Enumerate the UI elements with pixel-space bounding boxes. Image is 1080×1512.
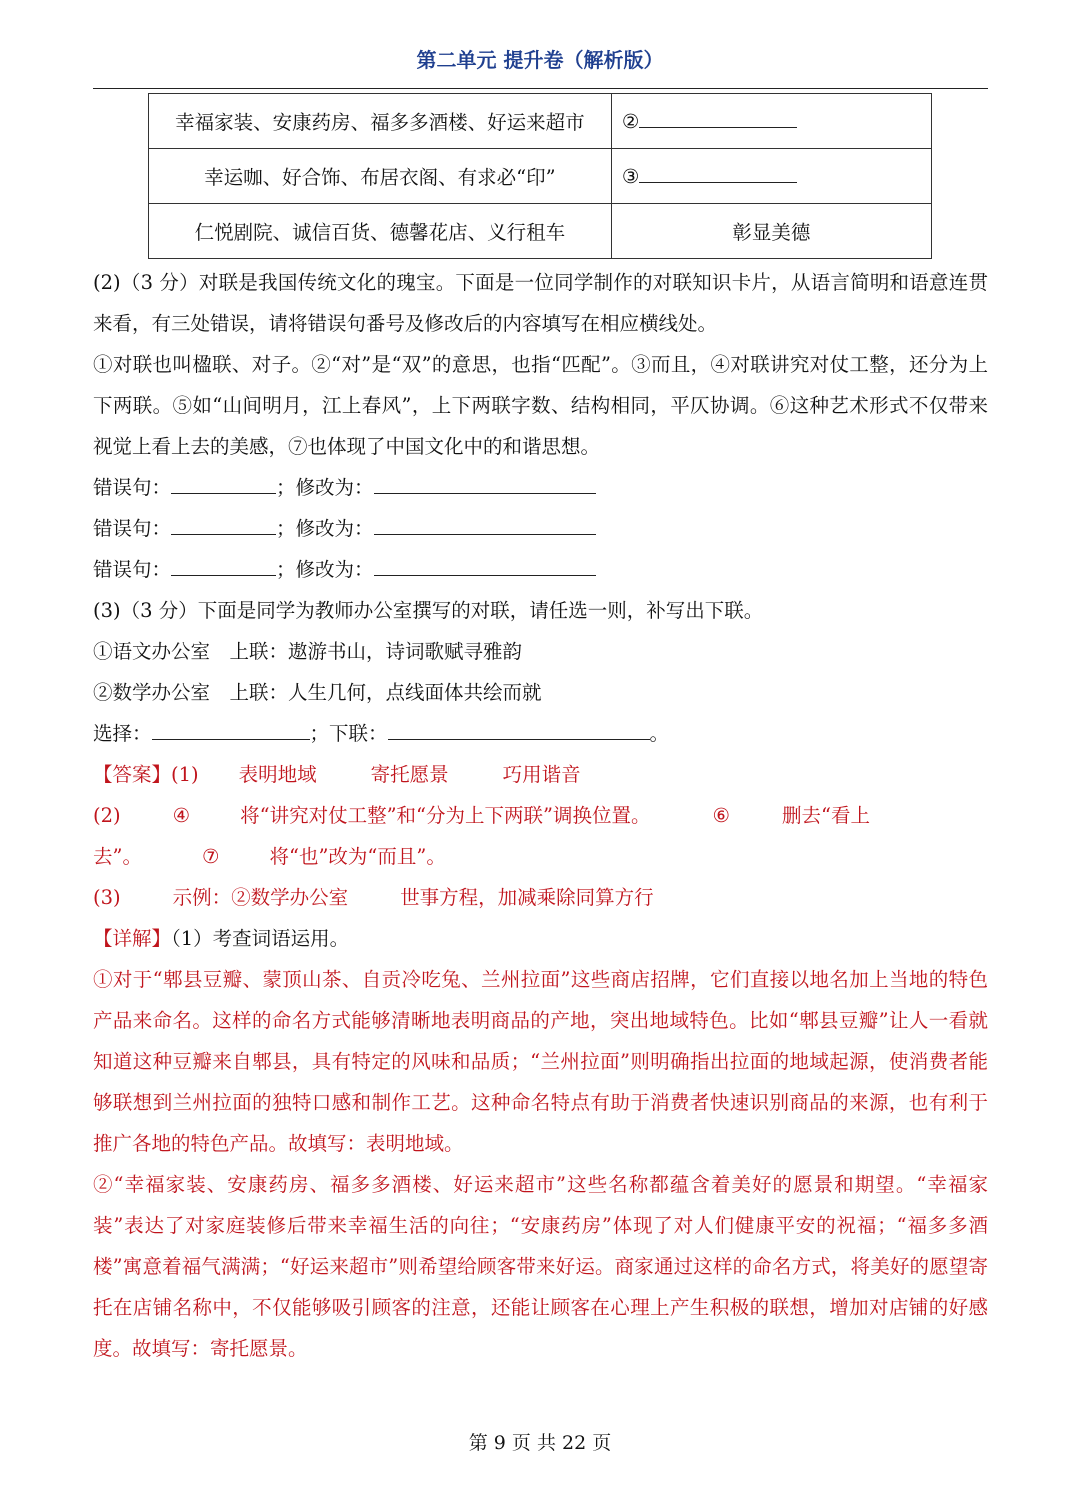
header-rule — [93, 88, 988, 89]
shop-names-table — [148, 93, 932, 259]
error-label: 错误句： — [93, 517, 172, 540]
answer-item: 去”。 — [93, 845, 142, 868]
q3-option-2: ②数学办公室 上联：人生几何，点线面体共绘而就 — [93, 681, 542, 704]
q2-intro: (2)（3 分）对联是我国传统文化的瑰宝。下面是一位同学制作的对联知识卡片，从语言简明和语意连贯来看，有三处错误，请将错误句番号及修改后的内容填写在相应横线处。 — [93, 271, 988, 335]
q2-answer-line — [93, 467, 988, 508]
separator: ； — [276, 476, 296, 499]
end-mark: 。 — [649, 722, 670, 745]
answer-line-1 — [93, 754, 988, 795]
table-cell-names: 仁悦剧院、诚信百货、德馨花店、义行租车 — [149, 204, 612, 259]
answer-blank[interactable] — [639, 109, 797, 128]
lower-blank[interactable] — [388, 717, 650, 740]
answer-item: 将“也”改为“而且”。 — [269, 845, 446, 868]
q2-answer-line — [93, 549, 988, 590]
q2-passage: ①对联也叫楹联、对子。②“对”是“双”的意思，也指“匹配”。③而且，④对联讲究对仗工整，还分为上下两联。⑤如“山间明月，江上春风”，上下两联字数、结构相同，平仄协调。⑥这种艺术形式不仅带来视觉上看上去的美感，⑦也体现了中国文化中的和谐思想。 — [93, 353, 988, 458]
answer-line-4 — [93, 877, 988, 918]
table-cell-answer — [611, 149, 931, 204]
separator: ； — [276, 558, 296, 581]
separator: ； — [309, 722, 330, 745]
fix-blank[interactable] — [374, 512, 596, 535]
page-header-title: 第二单元 提升卷（解析版） — [416, 48, 664, 72]
question-content — [93, 262, 988, 1369]
answer-item: ④ — [172, 804, 191, 827]
table-cell-names: 幸运咖、好合饰、布居衣阁、有求必“印” — [149, 149, 612, 204]
choose-blank[interactable] — [152, 717, 310, 740]
error-blank[interactable] — [171, 471, 276, 494]
answer-line-3 — [93, 836, 988, 877]
fix-label: 修改为： — [295, 476, 374, 499]
fix-label: 修改为： — [295, 517, 374, 540]
choose-label: 选择： — [93, 722, 152, 745]
q3-option-1: ①语文办公室 上联：遨游书山，诗词歌赋寻雅韵 — [93, 640, 523, 663]
error-blank[interactable] — [171, 553, 276, 576]
table-row — [149, 94, 932, 149]
lower-label: 下联： — [329, 722, 388, 745]
fix-blank[interactable] — [374, 553, 596, 576]
answer-item: 示例：②数学办公室 — [172, 886, 349, 909]
answer-num: (1) — [171, 763, 199, 786]
answer-item: ⑥ — [712, 804, 730, 827]
table-row — [149, 204, 932, 259]
table-cell-answer: 彰显美德 — [611, 204, 931, 259]
answer-blank[interactable] — [639, 164, 797, 183]
answer-item: 世事方程，加减乘除同算方行 — [400, 886, 654, 909]
q3-intro: (3)（3 分）下面是同学为教师办公室撰写的对联，请任选一则，补写出下联。 — [93, 599, 764, 622]
answer-item: 将“讲究对仗工整”和“分为上下两联”调换位置。 — [240, 804, 651, 827]
fix-label: 修改为： — [295, 558, 374, 581]
separator: ； — [276, 517, 296, 540]
answer-line-2 — [93, 795, 988, 836]
answer-num: (2) — [93, 804, 121, 827]
q3-answer-line — [93, 713, 988, 754]
table-row — [149, 149, 932, 204]
error-blank[interactable] — [171, 512, 276, 535]
detail-tag: 【详解】 — [93, 927, 172, 950]
error-label: 错误句： — [93, 558, 172, 581]
answer-item: 删去“看上 — [781, 804, 870, 827]
answer-number: ② — [621, 110, 640, 133]
detail-title: （1）考查词语运用。 — [171, 927, 350, 950]
answer-item: 表明地域 — [238, 763, 317, 786]
q2-answer-line — [93, 508, 988, 549]
answer-item: 巧用谐音 — [502, 763, 581, 786]
answer-item: ⑦ — [201, 845, 220, 868]
detail-paragraph-1: ①对于“郫县豆瓣、蒙顶山茶、自贡冷吃兔、兰州拉面”这些商店招牌，它们直接以地名加上当地的特色产品来命名。这样的命名方式能够清晰地表明商品的产地，突出地域特色。比如“郫县豆瓣”让人一看就知道这种豆瓣来自郫县，具有特定的风味和品质；“兰州拉面”则明确指出拉面的地域起源，使消费者能够联想到兰州拉面的独特口感和制作工艺。这种命名特点有助于消费者快速识别商品的来源，也有利于推广各地的特色产品。故填写：表明地域。 — [93, 968, 988, 1155]
detail-title-line — [93, 918, 988, 959]
fix-blank[interactable] — [374, 471, 596, 494]
answer-tag: 【答案】 — [93, 763, 172, 786]
table-cell-names: 幸福家装、安康药房、福多多酒楼、好运来超市 — [149, 94, 612, 149]
answer-num: (3) — [93, 886, 121, 909]
detail-paragraph-2: ②“幸福家装、安康药房、福多多酒楼、好运来超市”这些名称都蕴含着美好的愿景和期望。“幸福家装”表达了对家庭装修后带来幸福生活的向往；“安康药房”体现了对人们健康平安的祝福；“福多多酒楼”寓意着福气满满；“好运来超市”则希望给顾客带来好运。商家通过这样的命名方式，将美好的愿望寄托在店铺名称中，不仅能够吸引顾客的注意，还能让顾客在心理上产生积极的联想，增加对店铺的好感度。故填写：寄托愿景。 — [93, 1173, 988, 1360]
page-number-footer: 第 9 页 共 22 页 — [468, 1432, 612, 1454]
error-label: 错误句： — [93, 476, 172, 499]
answer-number: ③ — [621, 165, 640, 188]
answer-item: 寄托愿景 — [370, 763, 449, 786]
table-cell-answer — [611, 94, 931, 149]
